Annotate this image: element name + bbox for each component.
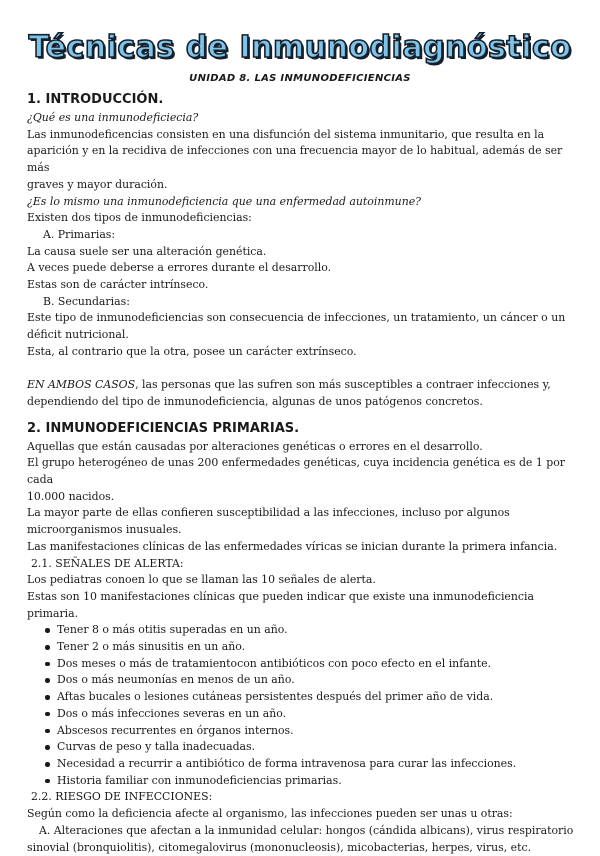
list-item-text: Abscesos recurrentes en órganos internos. — [57, 723, 294, 737]
subsection-heading-riesgo: 2.2. RIESGO DE INFECCIONES: — [31, 790, 213, 804]
bullet-icon — [45, 678, 50, 683]
emphasis-ambos-casos: EN AMBOS CASOS — [27, 378, 136, 392]
paragraph-line: Según como la deficiencia afecte al organismo, las infecciones pueden ser unas u otras: — [27, 807, 513, 821]
document-body — [27, 90, 587, 856]
list-item — [47, 756, 587, 773]
section-heading-introduccion: 1. INTRODUCCIÓN. — [27, 92, 164, 107]
paragraph-line: Aquellas que están causadas por alteraciones genéticas o errores en el desarrollo. — [27, 439, 483, 453]
bullet-icon — [45, 745, 50, 750]
list-item-text: Curvas de peso y talla inadecuadas. — [57, 740, 256, 754]
subsection-heading-senales: 2.1. SEÑALES DE ALERTA: — [31, 556, 184, 570]
list-item — [47, 723, 587, 740]
type-label-primarias: A. Primarias: — [43, 227, 116, 241]
paragraph-line: El grupo heterogéneo de unas 200 enfermedades genéticas, cuya incidencia genética es de 1 por cada — [27, 456, 565, 487]
document-title: Técnicas de Inmunodiagnóstico — [28, 30, 572, 65]
list-item — [47, 656, 587, 673]
paragraph-line: Este tipo de inmunodeficiencias son consecuencia de infecciones, un tratamiento, un cáncer o un — [27, 311, 566, 325]
paragraph-line: Estas son 10 manifestaciones clínicas que pueden indicar que existe una inmunodeficiencia primaria. — [27, 589, 534, 620]
bullet-icon — [45, 729, 50, 734]
paragraph-line: Las manifestaciones clínicas de las enfermedades víricas se inician durante la primera infancia. — [27, 539, 558, 553]
paragraph-line: Las inmunodeficencias consisten en una disfunción del sistema inmunitario, que resulta en la — [27, 127, 545, 141]
list-item-text: Tener 8 o más otitis superadas en un año. — [57, 623, 288, 637]
paragraph-line: A veces puede deberse a errores durante el desarrollo. — [27, 261, 332, 275]
paragraph-fragment: , las personas que las sufren son más susceptibles a contraer infecciones y, — [135, 378, 551, 392]
list-item — [47, 639, 587, 656]
bullet-icon — [45, 695, 50, 700]
list-item — [47, 739, 587, 756]
list-item-text: Historia familiar con inmunodeficiencias primarias. — [57, 773, 342, 787]
paragraph-line: A. Alteraciones que afectan a la inmunidad celular: hongos (cándida albicans), virus respiratorio — [39, 823, 574, 837]
list-item — [47, 773, 587, 790]
warning-signs-list — [27, 622, 587, 789]
list-item-text: Aftas bucales o lesiones cutáneas persistentes después del primer año de vida. — [57, 690, 494, 704]
bullet-icon — [45, 662, 50, 667]
paragraph-line: La mayor parte de ellas confieren susceptibilidad a las infecciones, incluso por algunos — [27, 506, 510, 520]
list-item-text: Dos o más infecciones severas en un año. — [57, 706, 287, 720]
list-item — [47, 706, 587, 723]
document-subtitle: UNIDAD 8. LAS INMUNODEFICIENCIAS — [189, 73, 411, 84]
paragraph-line: Los pediatras conoen lo que se llaman las 10 señales de alerta. — [27, 573, 376, 587]
bullet-icon — [45, 779, 50, 784]
paragraph-line: graves y mayor duración. — [27, 177, 168, 191]
section-heading-primarias: 2. INMUNODEFICIENCIAS PRIMARIAS. — [27, 420, 300, 436]
bullet-icon — [45, 762, 50, 767]
paragraph-line: 10.000 nacidos. — [27, 489, 115, 503]
blank-line — [27, 361, 587, 378]
paragraph-ambos-casos — [27, 377, 587, 394]
paragraph-line: aparición y en la recidiva de infecciones con una frecuencia mayor de lo habitual, además de ser más — [27, 144, 563, 175]
paragraph-line: dependiendo del tipo de inmunodeficiencia, algunas de unos patógenos concretos. — [27, 394, 483, 408]
list-item — [47, 622, 587, 639]
question-que-es: ¿Qué es una inmunodeficiecia? — [27, 111, 199, 124]
bullet-icon — [45, 712, 50, 717]
list-item — [47, 689, 587, 706]
paragraph-line: sinovial (bronquiolitis), citomegalovirus (mononucleosis), micobacterias, herpes, virus, etc. — [27, 840, 532, 854]
list-item-text: Dos o más neumonías en menos de un año. — [57, 673, 295, 687]
list-item — [47, 672, 587, 689]
paragraph-line: Existen dos tipos de inmunodeficiencias: — [27, 211, 252, 225]
bullet-icon — [45, 628, 50, 633]
paragraph-line: Esta, al contrario que la otra, posee un carácter extrínseco. — [27, 344, 357, 358]
paragraph-line: déficit nutricional. — [27, 328, 129, 342]
list-item-text: Necesidad a recurrir a antibiótico de forma intravenosa para curar las infecciones. — [57, 757, 517, 770]
paragraph-line: Estas son de carácter intrínseco. — [27, 278, 209, 292]
type-label-secundarias: B. Secundarias: — [43, 294, 130, 308]
list-item-text: Tener 2 o más sinusitis en un año. — [57, 640, 246, 654]
paragraph-line: microorganismos inusuales. — [27, 523, 182, 537]
list-item-text: Dos meses o más de tratamientocon antibióticos con poco efecto en el infante. — [57, 656, 492, 670]
question-autoinmune: ¿Es lo mismo una inmunodeficiencia que una enfermedad autoinmune? — [27, 194, 421, 208]
bullet-icon — [45, 645, 50, 650]
paragraph-line: La causa suele ser una alteración genética. — [27, 244, 267, 258]
